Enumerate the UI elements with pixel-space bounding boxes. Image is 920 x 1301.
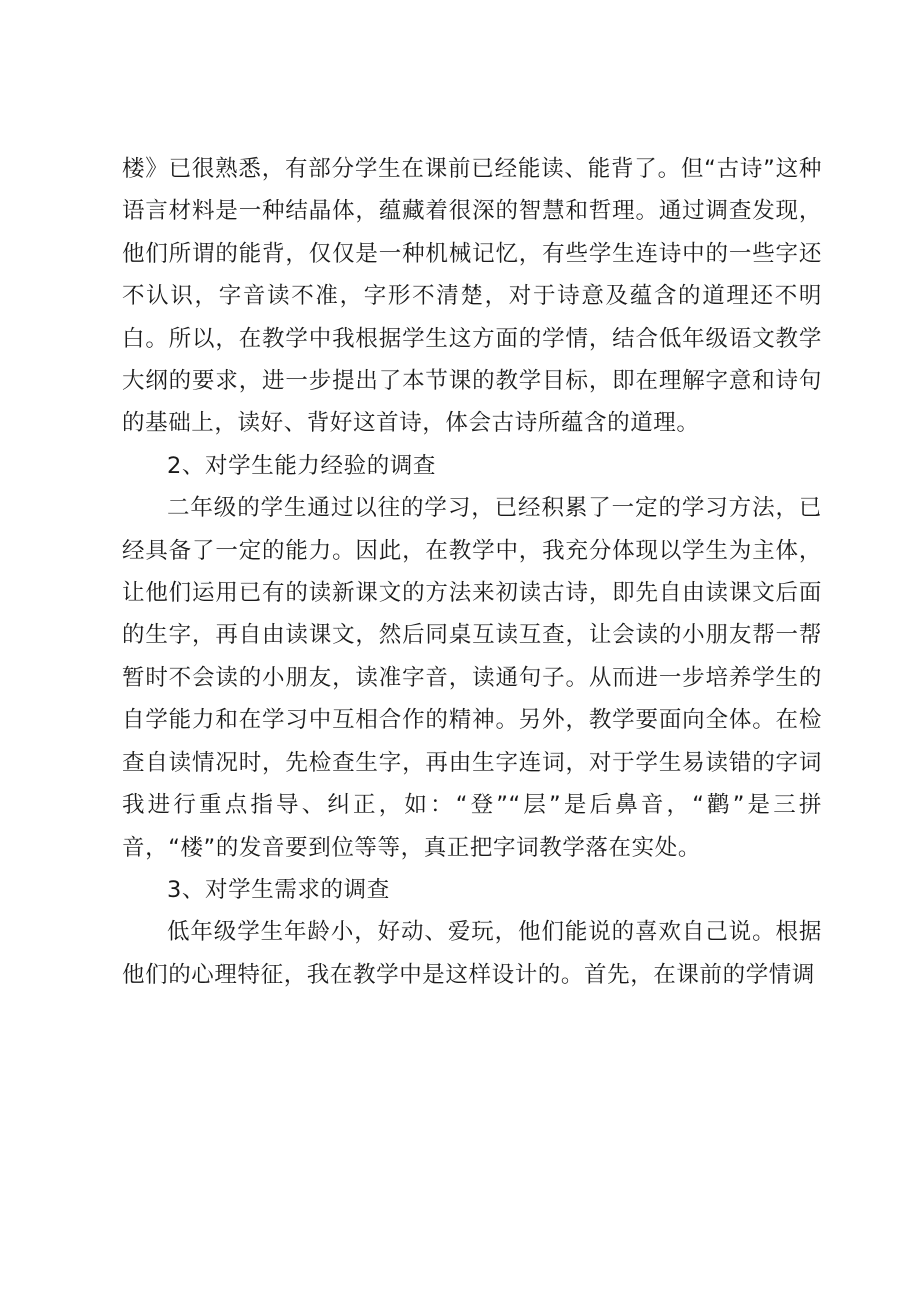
section-heading: 2、对学生能力经验的调查	[167, 452, 437, 479]
body-paragraph: 低年级学生年龄小，好动、爱玩，他们能说的喜欢自己说。根据他们的心理特征，我在教学中是这样设计的。首先，在课前的学情调	[122, 919, 822, 988]
document-body	[122, 148, 822, 996]
body-paragraph: 二年级的学生通过以往的学习，已经积累了一定的学习方法，已经具备了一定的能力。因此，在教学中，我充分体现以学生为主体，让他们运用已有的读新课文的方法来初读古诗，即先自由读课文后面的生字，再自由读课文，然后同桌互读互查，让会读的小朋友帮一帮暂时不会读的小朋友，读准字音，读通句子。从而进一步培养学生的自学能力和在学习中互相合作的精神。另外，教学要面向全体。在检查自读情况时，先检查生字，再由生字连词，对于学生易读错的字词我进行重点指导、纠正，如：“登”“层”是后鼻音，“鹳”是三拼音，“楼”的发音要到位等等，真正把字词教学落在实处。	[122, 495, 822, 861]
section-heading: 3、对学生需求的调查	[167, 876, 390, 903]
body-paragraph: 楼》已很熟悉，有部分学生在课前已经能读、能背了。但“古诗”这种语言材料是一种结晶体，蕴藏着很深的智慧和哲理。通过调查发现，他们所谓的能背，仅仅是一种机械记忆，有些学生连诗中的一些字还不认识，字音读不准，字形不清楚，对于诗意及蕴含的道理还不明白。所以，在教学中我根据学生这方面的学情，结合低年级语文教学大纲的要求，进一步提出了本节课的教学目标，即在理解字意和诗句的基础上，读好、背好这首诗，体会古诗所蕴含的道理。	[122, 156, 822, 437]
